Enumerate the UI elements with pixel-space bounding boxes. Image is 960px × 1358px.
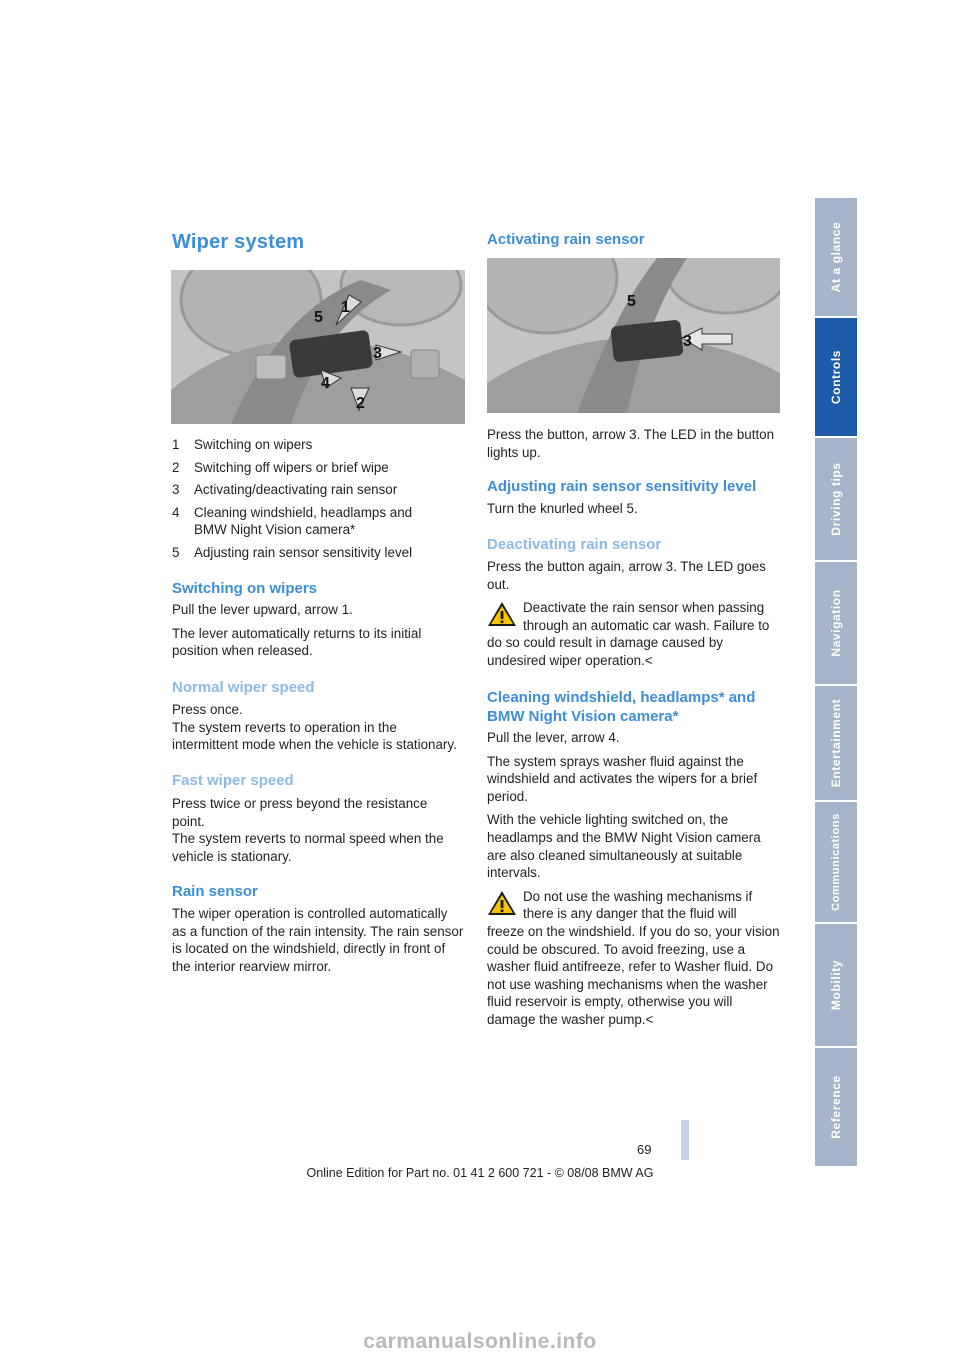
cleaning-text: Pull the lever, arrow 4. The system sprays washer fluid against the windshield and activates the wipers for a brief period. With the vehicle lighting switched on, the headlamps and the BMW Night Vision camera are also cleaned simultaneously at suitable intervals. Do not use the washing mechanisms if there is any danger that the fluid will freeze on the windshield. If you do so, your vision could be obscured. To avoid freezing, use a washer fluid antifreeze, refer to Washer fluid. Do not use washing mechanisms when the washer fluid reservoir is empty, otherwise you will damage the washer pump.< xyxy=(487,730,780,1027)
legend-item: 4 Cleaning windshield, headlamps and BMW Night Vision camera* xyxy=(172,504,413,538)
legend-item: 3 Activating/deactivating rain sensor xyxy=(172,482,398,498)
figure-label-5: 5 xyxy=(627,293,636,310)
control-legend xyxy=(172,436,472,567)
heading-fast-speed: Fast wiper speed xyxy=(172,772,294,789)
tab-mobility[interactable]: Mobility xyxy=(815,924,857,1048)
switching-on-text: Pull the lever upward, arrow 1. The lever automatically returns to its initial position when released. xyxy=(172,602,422,659)
figure-label-4: 4 xyxy=(321,375,330,392)
tab-reference[interactable]: Reference xyxy=(815,1048,857,1168)
page-number: 69 xyxy=(637,1142,652,1157)
normal-speed-text: Press once. The system reverts to operation in the intermittent mode when the vehicle is stationary. xyxy=(172,702,457,753)
heading-deactivating: Deactivating rain sensor xyxy=(487,536,662,553)
heading-normal-speed: Normal wiper speed xyxy=(172,679,315,696)
warning-triangle-icon xyxy=(487,601,517,627)
tab-entertainment[interactable]: Entertainment xyxy=(815,686,857,802)
deactivating-text: Press the button again, arrow 3. The LED goes out. Deactivate the rain sensor when passing through an automatic car wash. Failure to do so could result in damage caused by undesired wiper operation.< xyxy=(487,558,780,670)
adjusting-text: Turn the knurled wheel 5. xyxy=(487,501,638,516)
heading-adjusting: Adjusting rain sensor sensitivity level xyxy=(487,478,757,495)
edition-footer: Online Edition for Part no. 01 41 2 600 721 - © 08/08 BMW AG xyxy=(306,1166,654,1180)
figure-label-5: 5 xyxy=(314,309,323,326)
legend-item: 1 Switching on wipers xyxy=(172,437,313,452)
watermark: carmanualsonline.info xyxy=(363,1330,597,1353)
page-marker-bar xyxy=(681,1120,689,1160)
heading-switching-on: Switching on wipers xyxy=(172,580,318,597)
chapter-tabs xyxy=(815,198,857,1168)
figure-label-3: 3 xyxy=(373,345,382,362)
tab-navigation[interactable]: Navigation xyxy=(815,562,857,686)
warning-freeze: Do not use the washing mechanisms if there is any danger that the fluid will freeze on the windshield. If you do so, your vision could be obscured. To avoid freezing, use a washer fluid antifreeze, refer to Washer fluid. Do not use washing mechanisms when the washer fluid reservoir is empty, otherwise you will damage the washer pump.< xyxy=(487,888,780,1027)
warning-car-wash: Deactivate the rain sensor when passing through an automatic car wash. Failure to do so could result in damage caused by undesired wiper operation.< xyxy=(487,600,770,668)
rain-sensor-illustration xyxy=(487,258,780,413)
figure-label-3: 3 xyxy=(683,333,692,350)
tab-at-a-glance[interactable]: At a glance xyxy=(815,198,857,318)
figure-label-1: 1 xyxy=(341,299,350,316)
tab-communications[interactable]: Communications xyxy=(815,802,857,924)
wiper-lever-illustration xyxy=(171,270,465,424)
tab-driving-tips[interactable]: Driving tips xyxy=(815,438,857,562)
heading-activating: Activating rain sensor xyxy=(487,231,645,248)
fast-speed-text: Press twice or press beyond the resistance point. The system reverts to normal speed when the vehicle is stationary. xyxy=(172,796,444,864)
heading-cleaning: Cleaning windshield, headlamps* and BMW Night Vision camera* xyxy=(487,689,756,725)
legend-item: 5 Adjusting rain sensor sensitivity level xyxy=(172,544,413,560)
figure-label-2: 2 xyxy=(356,395,365,412)
heading-rain-sensor: Rain sensor xyxy=(172,883,258,900)
section-title: Wiper system xyxy=(172,231,305,253)
activating-text: Press the button, arrow 3. The LED in the button lights up. xyxy=(487,427,775,460)
rain-sensor-figure xyxy=(487,258,780,413)
wiper-lever-figure xyxy=(171,270,465,424)
warning-triangle-icon xyxy=(487,890,517,916)
legend-item: 2 Switching off wipers or brief wipe xyxy=(172,459,389,475)
rain-sensor-text: The wiper operation is controlled automatically as a function of the rain intensity. The rain sensor is located on the windshield, directly in front of the interior rearview mirror. xyxy=(172,906,464,974)
tab-controls[interactable]: Controls xyxy=(815,318,857,438)
